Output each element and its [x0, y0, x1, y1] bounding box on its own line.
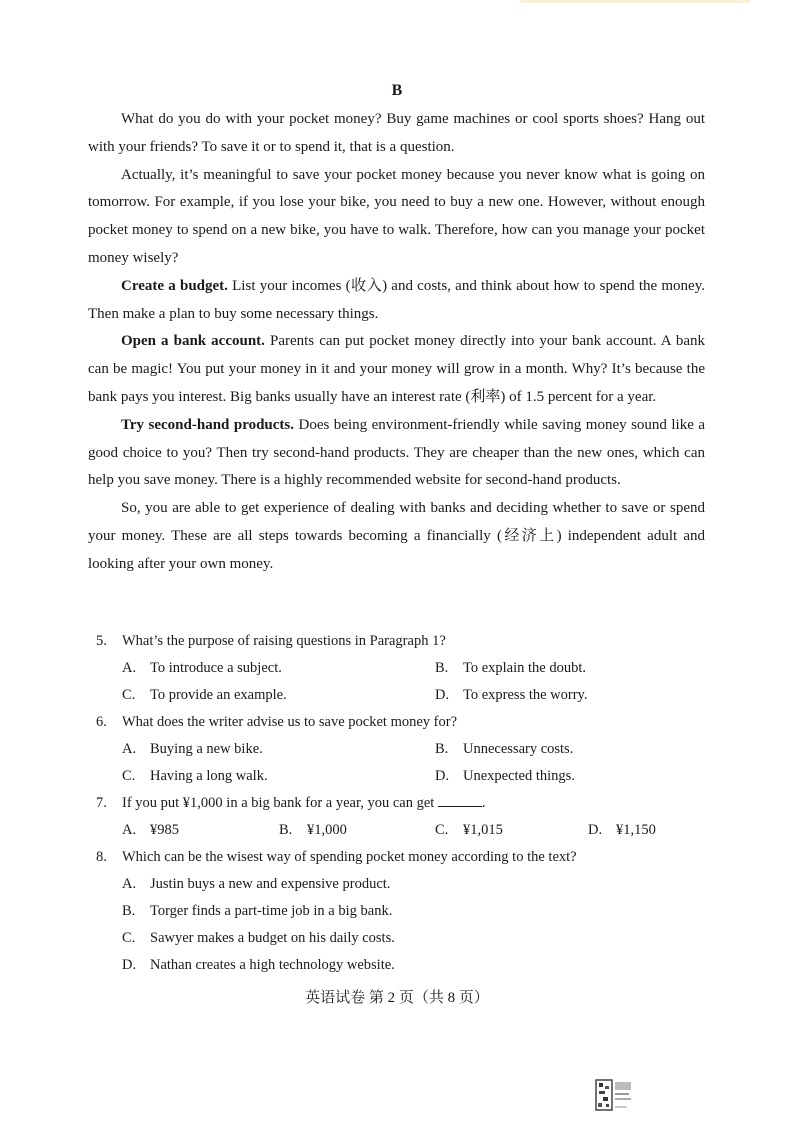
option-letter: A. — [122, 876, 137, 892]
option-text: Nathan creates a high technology website. — [150, 957, 395, 973]
option-letter: A. — [122, 660, 137, 676]
option-text: Torger finds a part-time job in a big bank. — [150, 903, 393, 919]
question-number: 7. — [96, 795, 107, 811]
option-c[interactable] — [435, 817, 588, 844]
question-text — [122, 790, 486, 817]
page-footer: 英语试卷 第 2 页（共 8 页） — [305, 990, 489, 1006]
option-letter: A. — [122, 822, 137, 838]
question-text-main: If you put ¥1,000 in a big bank for a year, you can get — [122, 795, 435, 811]
option-a[interactable] — [122, 871, 706, 898]
paragraph-5-heading: Try second-hand products. — [121, 416, 295, 433]
option-text: ¥1,000 — [307, 822, 347, 838]
question-number: 6. — [96, 714, 107, 730]
option-a[interactable] — [122, 655, 435, 682]
option-b[interactable] — [279, 817, 435, 844]
question-stem — [96, 844, 706, 871]
option-group — [96, 736, 706, 790]
question-text: What’s the purpose of raising questions in Paragraph 1? — [122, 633, 446, 649]
option-d[interactable] — [435, 763, 706, 790]
paragraph-3 — [88, 273, 705, 329]
option-text: Unexpected things. — [463, 768, 575, 784]
question-number: 5. — [96, 633, 107, 649]
option-letter: A. — [122, 741, 137, 757]
option-b[interactable] — [122, 898, 706, 925]
option-text: Sawyer makes a budget on his daily costs. — [150, 930, 395, 946]
option-text: To explain the doubt. — [463, 660, 587, 676]
option-d[interactable] — [435, 682, 706, 709]
question-text: What does the writer advise us to save pocket money for? — [122, 714, 458, 730]
option-a[interactable] — [122, 817, 279, 844]
option-letter: C. — [435, 822, 449, 838]
question-8 — [96, 844, 706, 979]
option-letter: C. — [122, 930, 136, 946]
paragraph-5 — [88, 412, 705, 495]
option-text: ¥1,150 — [616, 822, 656, 838]
option-text: To express the worry. — [463, 687, 588, 703]
qr-code-icon — [594, 1078, 634, 1114]
paragraph-1: What do you do with your pocket money? Buy game machines or cool sports shoes? Hang out with your friends? To save it or to spend it, that is a question. — [88, 111, 705, 155]
paragraph-4-body: Parents can put pocket money directly into your bank account. A bank can be magic! You put your money in it and your money will grow in a month. Why? It’s because the bank pays you interest. Big banks usually have an interest rate (利率) of 1.5 percent for a year. — [88, 333, 705, 405]
paragraph-6: So, you are able to get experience of dealing with banks and deciding whether to save or spend your money. These are all steps towards becoming a financially (经济上) independent adult and looking after your own money. — [88, 500, 705, 572]
paragraph-3-body: List your incomes (收入) and costs, and think about how to spend the money. Then make a plan to buy some necessary things. — [88, 277, 705, 322]
option-letter: B. — [279, 822, 293, 838]
question-stem — [96, 628, 706, 655]
option-letter: C. — [122, 768, 136, 784]
option-b[interactable] — [435, 736, 706, 763]
option-a[interactable] — [122, 736, 435, 763]
option-letter: B. — [435, 741, 449, 757]
option-letter: B. — [122, 903, 136, 919]
scan-edge-mark — [520, 0, 750, 3]
question-7 — [96, 790, 706, 844]
option-text: To provide an example. — [150, 687, 287, 703]
paragraph-4 — [88, 328, 705, 411]
paragraph-2: Actually, it’s meaningful to save your pocket money because you never know what is going on tomorrow. For example, if you lose your bike, you need to buy a new one. However, without enough pocket money to spend on a new bike, you have to walk. Therefore, how can you manage your pocket money wisely? — [88, 166, 705, 266]
option-b[interactable] — [435, 655, 706, 682]
paragraph-3-heading: Create a budget. — [121, 277, 228, 294]
option-text: ¥1,015 — [463, 822, 503, 838]
option-group — [96, 817, 706, 844]
question-6 — [96, 709, 706, 790]
option-group — [96, 871, 706, 979]
paragraph-4-heading: Open a bank account. — [121, 333, 265, 350]
reading-passage — [88, 106, 705, 579]
option-text: ¥985 — [150, 822, 179, 838]
answer-blank — [438, 792, 482, 807]
option-letter: C. — [122, 687, 136, 703]
option-d[interactable] — [588, 817, 706, 844]
section-title: B — [391, 82, 403, 99]
option-c[interactable] — [122, 925, 706, 952]
question-stem — [96, 709, 706, 736]
option-text: Unnecessary costs. — [463, 741, 574, 757]
question-text: Which can be the wisest way of spending pocket money according to the text? — [122, 849, 577, 865]
option-letter: D. — [435, 687, 450, 703]
option-text: Buying a new bike. — [150, 741, 263, 757]
option-text: Justin buys a new and expensive product. — [150, 876, 391, 892]
question-5 — [96, 628, 706, 709]
option-letter: D. — [122, 957, 137, 973]
option-text: Having a long walk. — [150, 768, 268, 784]
question-stem — [96, 790, 706, 817]
paragraph-5-body: Does being environment-friendly while saving money sound like a good choice to you? Then try second-hand products. They are cheaper than the new ones, which can help you save money. There is a highly recommended website for second-hand products. — [88, 416, 706, 489]
option-c[interactable] — [122, 763, 435, 790]
question-number: 8. — [96, 849, 107, 865]
option-letter: B. — [435, 660, 449, 676]
question-list — [96, 628, 706, 979]
question-text-end: . — [481, 795, 486, 811]
option-letter: D. — [588, 822, 603, 838]
option-d[interactable] — [122, 952, 706, 979]
option-letter: D. — [435, 768, 450, 784]
option-group — [96, 655, 706, 709]
option-c[interactable] — [122, 682, 435, 709]
option-text: To introduce a subject. — [150, 660, 282, 676]
